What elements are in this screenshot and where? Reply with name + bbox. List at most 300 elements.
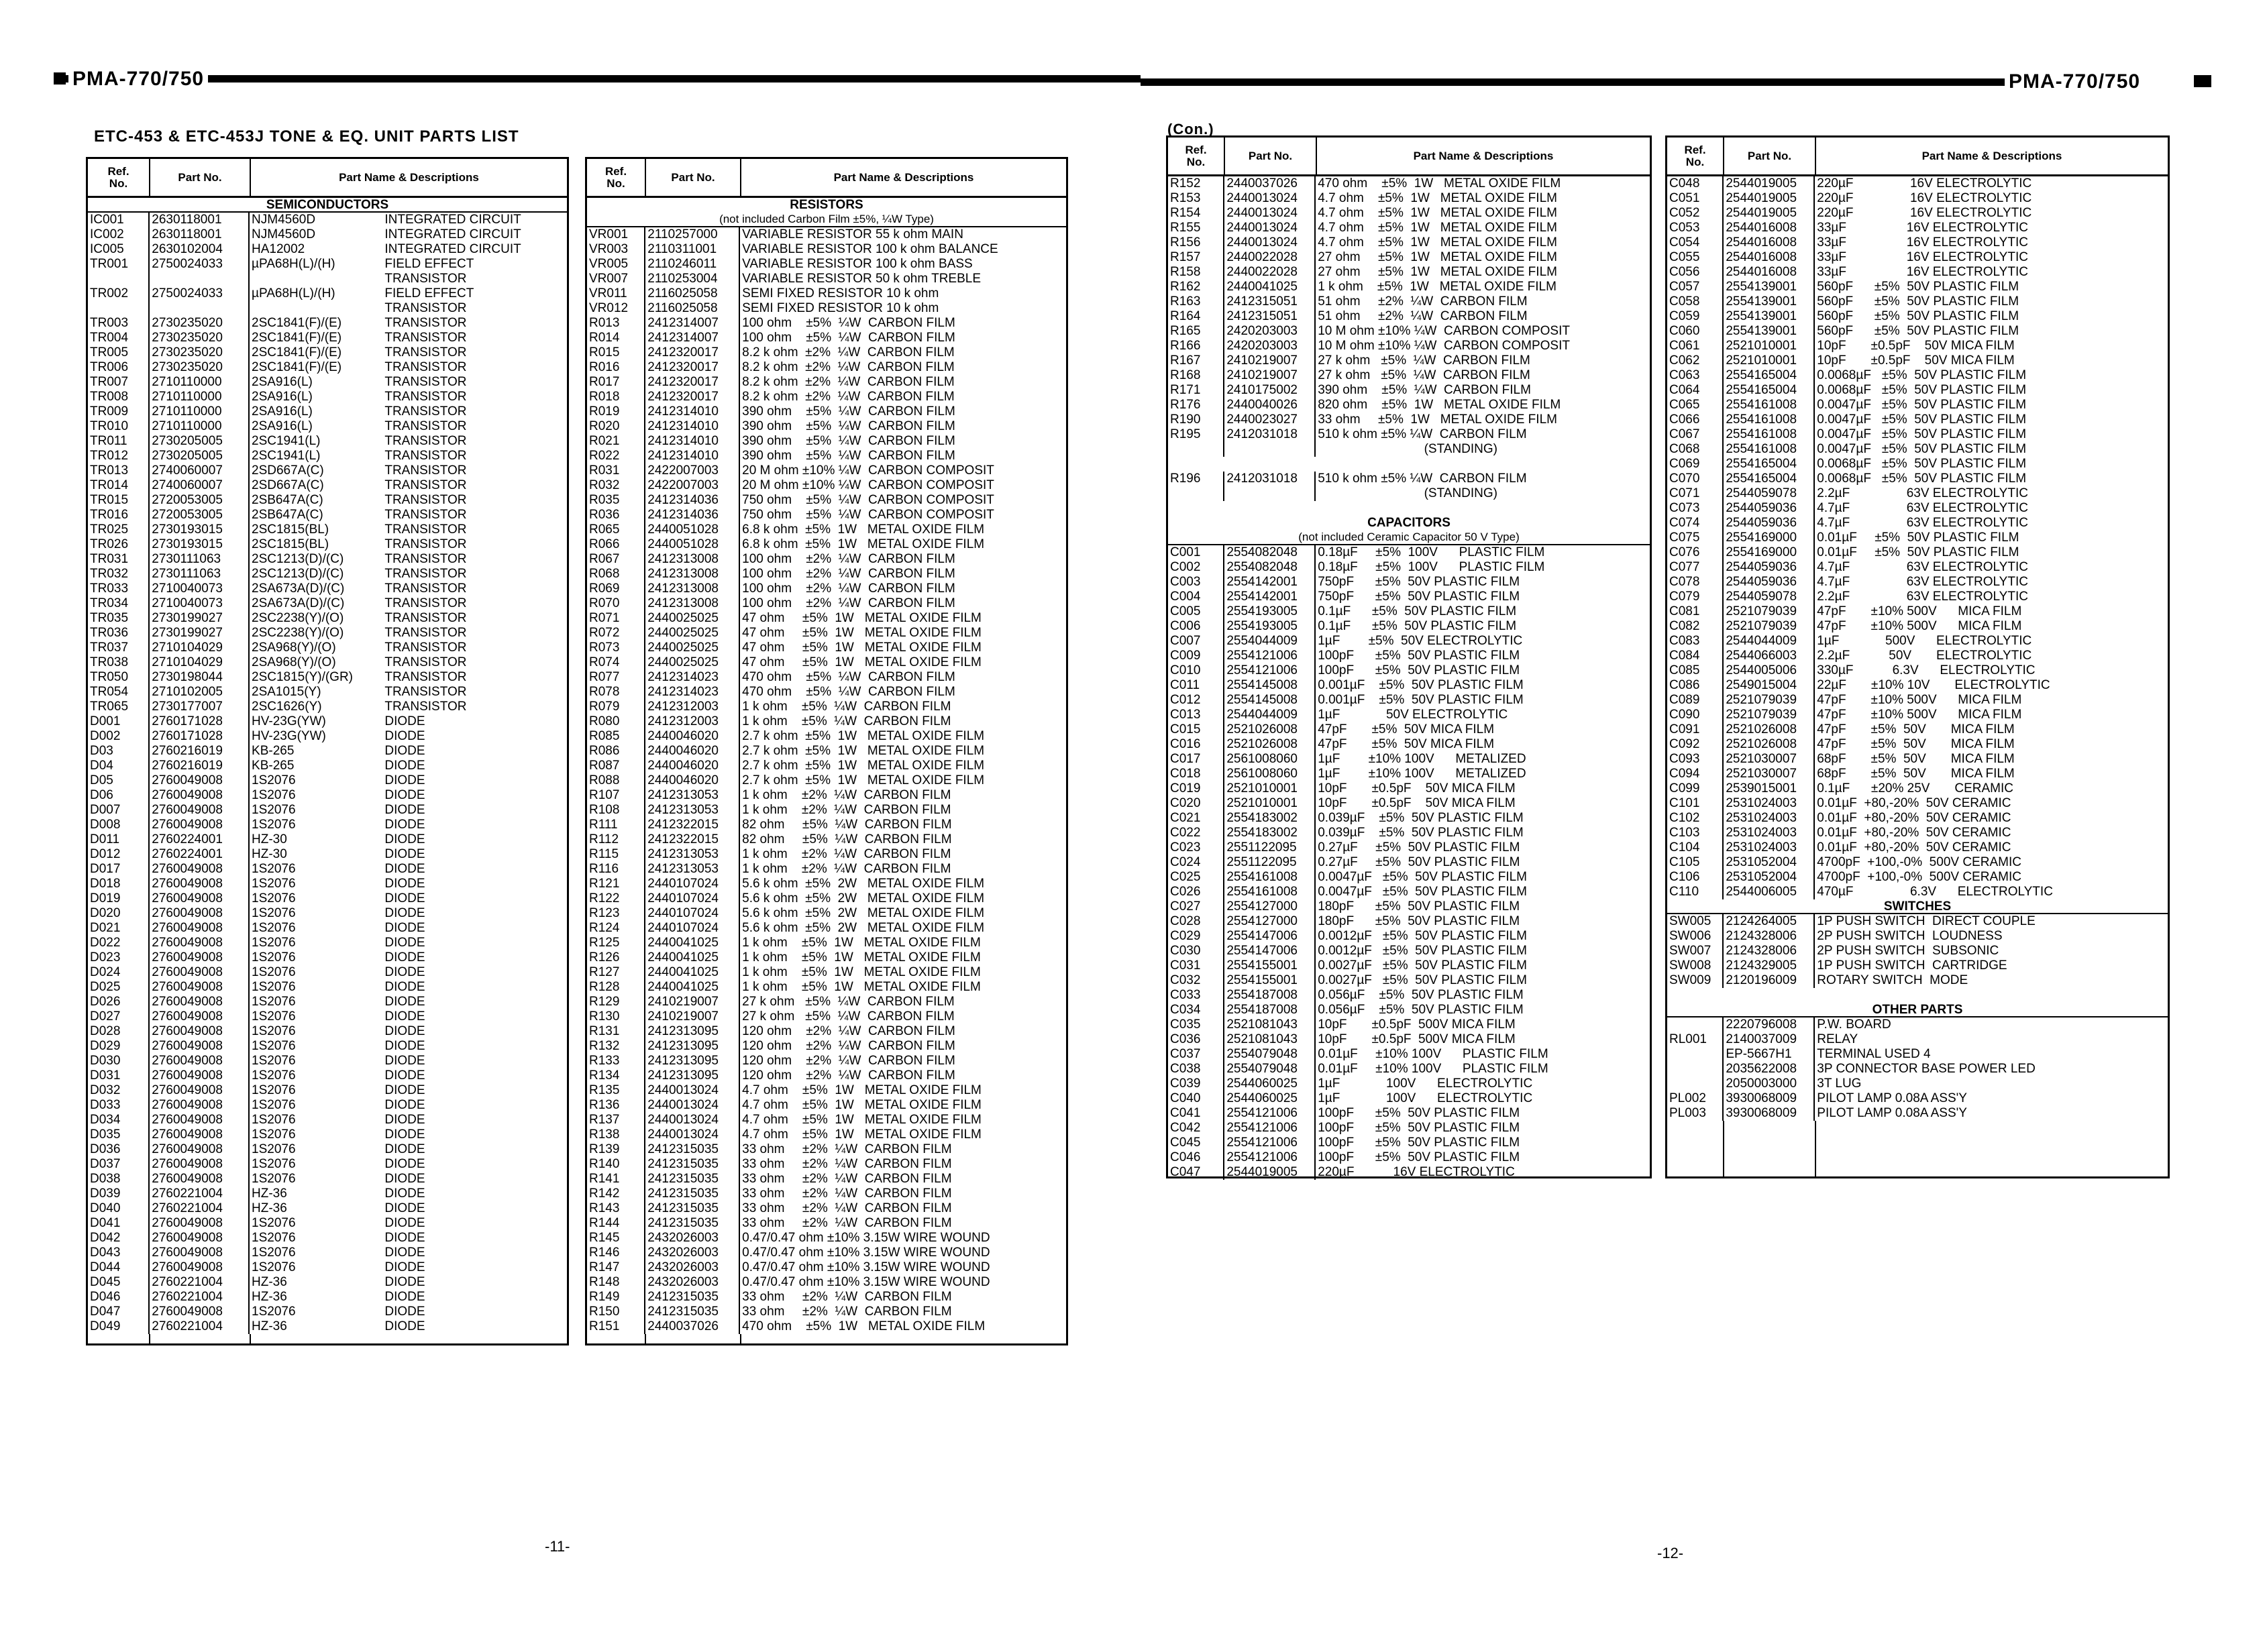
ref-cell: R133 [587, 1054, 645, 1068]
table-row [587, 1113, 1066, 1127]
table-row [1667, 619, 2168, 634]
table-row [1667, 265, 2168, 280]
table-row [587, 641, 1066, 655]
part-no-cell: 2521079039 [1724, 708, 1815, 722]
description-cell: 1µF 100V ELECTROLYTIC [1318, 1091, 1533, 1105]
description-cell: 0.1µF ±5% 50V PLASTIC FILM [1318, 619, 1517, 633]
description-cell: 0.01µF +80,-20% 50V CERAMIC [1817, 796, 2011, 810]
section-note: (not included Ceramic Capacitor 50 V Type) [1298, 531, 1520, 543]
table-row [88, 950, 567, 965]
part-no-cell: 2750024033 [150, 286, 250, 301]
ref-cell: TR006 [88, 360, 150, 375]
ref-cell: C103 [1667, 826, 1724, 840]
part-no-cell: 2730199027 [150, 626, 250, 641]
part-no-cell: 2760049008 [150, 950, 250, 965]
part-no-cell: 2412315035 [645, 1305, 740, 1319]
ref-cell: D032 [88, 1083, 150, 1098]
table-row [1667, 353, 2168, 368]
part-no-cell: 2554121006 [1224, 1121, 1316, 1136]
ref-cell: TR033 [88, 582, 150, 596]
description-cell: TRANSISTOR [384, 596, 467, 610]
part-no-cell: 2554127000 [1224, 914, 1316, 929]
part-no-cell: 2760049008 [150, 995, 250, 1009]
description-cell: 0.0047µF ±5% 50V PLASTIC FILM [1318, 870, 1528, 884]
table-row [587, 478, 1066, 493]
ref-cell: R190 [1168, 412, 1224, 427]
part-no-cell: 2544044009 [1224, 708, 1316, 722]
part-name-cell: 2SA968(Y)/(O) [252, 641, 336, 655]
part-no-cell: 2440046020 [645, 773, 740, 788]
description-cell: DIODE [384, 1290, 425, 1304]
ref-cell: R032 [587, 478, 645, 493]
ref-cell: D017 [88, 862, 150, 877]
description-cell: 20 M ohm ±10% ¼W CARBON COMPOSIT [742, 463, 994, 478]
table-row [1168, 265, 1650, 280]
ref-cell: C075 [1667, 531, 1724, 545]
part-no-cell: 2554121006 [1224, 649, 1316, 663]
description-cell: 750pF ±5% 50V PLASTIC FILM [1318, 590, 1520, 604]
col-header-description: Part Name & Descriptions [339, 170, 479, 184]
part-no-cell: 2554139001 [1724, 324, 1815, 339]
ref-cell: D05 [88, 773, 150, 788]
part-name-cell: 2SC1941(L) [252, 449, 321, 463]
part-no-cell: 2521081043 [1224, 1017, 1316, 1032]
table-row [88, 714, 567, 729]
table-row [88, 242, 567, 257]
part-no-cell: 2544066003 [1724, 649, 1815, 663]
table-row [587, 301, 1066, 316]
description-cell: DIODE [384, 877, 425, 891]
ref-cell: C091 [1667, 722, 1724, 737]
col-header-ref: Ref. No. [88, 159, 150, 196]
description-cell: DIODE [384, 714, 425, 728]
description-cell: DIODE [384, 1216, 425, 1230]
ref-cell: R129 [587, 995, 645, 1009]
part-no-cell: 2521010001 [1224, 781, 1316, 796]
part-no-cell: 2544016008 [1724, 250, 1815, 265]
header-model-right: PMA-770/750 [2005, 72, 2144, 92]
page-number-right: -12- [1657, 1545, 1684, 1561]
part-name-cell: 2SC1841(F)/(E) [252, 345, 342, 360]
part-name-cell: 2SC1815(BL) [252, 522, 329, 537]
description-cell: 0.001µF ±5% 50V PLASTIC FILM [1318, 678, 1524, 692]
table-row [88, 729, 567, 744]
ref-cell: R166 [1168, 339, 1224, 353]
ref-cell: C092 [1667, 737, 1724, 752]
part-no-cell: 2554121006 [1224, 663, 1316, 678]
table-row [587, 921, 1066, 936]
row-spacer [1168, 501, 1650, 516]
table-row [88, 744, 567, 759]
part-no-cell: 2554187008 [1224, 988, 1316, 1003]
ref-cell: C009 [1168, 649, 1224, 663]
ref-cell: C068 [1667, 442, 1724, 457]
description-cell: 33 ohm ±2% ¼W CARBON FILM [742, 1142, 952, 1156]
ref-cell: R127 [587, 965, 645, 980]
part-no-cell: 2521026008 [1224, 737, 1316, 752]
part-no-cell: 2412314010 [645, 434, 740, 449]
description-cell: 0.01µF ±5% 50V PLASTIC FILM [1817, 531, 2019, 545]
ref-cell: C005 [1168, 604, 1224, 619]
part-no-cell: 2412313095 [645, 1068, 740, 1083]
table-row [1667, 221, 2168, 235]
table-row [1168, 324, 1650, 339]
ref-cell: SW009 [1667, 973, 1724, 988]
table-row [587, 1127, 1066, 1142]
part-no-cell: 2412320017 [645, 375, 740, 390]
table-row [1168, 678, 1650, 693]
description-cell: DIODE [384, 965, 425, 979]
part-no-cell: 2440013024 [1224, 191, 1316, 206]
part-no-cell: 2760049008 [150, 1127, 250, 1142]
description-cell: TRANSISTOR [384, 626, 467, 640]
table-row [88, 478, 567, 493]
ref-cell: C079 [1667, 590, 1724, 604]
table-row [587, 1157, 1066, 1172]
description-cell: INTEGRATED CIRCUIT [384, 242, 521, 256]
part-no-cell: 2544059036 [1724, 516, 1815, 531]
part-name-cell: 2SC1626(Y) [252, 700, 322, 714]
ref-cell: C001 [1168, 545, 1224, 560]
ref-cell: C039 [1168, 1077, 1224, 1091]
part-no-cell: 2521010001 [1724, 339, 1815, 353]
part-name-cell: NJM4560D [252, 213, 316, 227]
ref-cell: C105 [1667, 855, 1724, 870]
description-cell: 100pF ±5% 50V PLASTIC FILM [1318, 1150, 1520, 1164]
description-cell: 27 ohm ±5% 1W METAL OXIDE FILM [1318, 250, 1557, 264]
part-no-cell: 2544006005 [1724, 885, 1815, 899]
table-row [587, 1083, 1066, 1098]
part-name-cell: HZ-36 [252, 1275, 287, 1289]
part-name-cell: 2SC1213(D)/(C) [252, 552, 344, 566]
description-cell: DIODE [384, 729, 425, 743]
description-cell: 750pF ±5% 50V PLASTIC FILM [1318, 575, 1520, 589]
table-body [1667, 176, 2168, 1121]
ref-cell: R139 [587, 1142, 645, 1157]
part-no-cell: 2730198044 [150, 670, 250, 685]
table-row [1168, 250, 1650, 265]
table-row [1667, 1047, 2168, 1062]
description-cell: 4700pF +100,-0% 500V CERAMIC [1817, 855, 2021, 869]
table-row [587, 906, 1066, 921]
part-no-cell: 2554147006 [1224, 944, 1316, 958]
description-cell: 390 ohm ±5% ¼W CARBON FILM [742, 404, 955, 419]
ref-cell: TR013 [88, 463, 150, 478]
description-cell: PILOT LAMP 0.08A ASS'Y [1817, 1091, 1967, 1105]
ref-cell: TR025 [88, 522, 150, 537]
ref-cell: C003 [1168, 575, 1224, 590]
ref-cell: C083 [1667, 634, 1724, 649]
description-cell: 4.7 ohm ±5% 1W METAL OXIDE FILM [742, 1113, 982, 1127]
ref-cell: TR050 [88, 670, 150, 685]
part-no-cell: 2554155001 [1224, 973, 1316, 988]
table-row [1667, 811, 2168, 826]
col-header-part-no: Part No. [646, 159, 741, 196]
description-cell: TRANSISTOR [384, 316, 467, 330]
table-row [1168, 1047, 1650, 1062]
description-cell: 4.7 ohm ±5% 1W METAL OXIDE FILM [742, 1127, 982, 1142]
description-cell: 0.47/0.47 ohm ±10% 3.15W WIRE WOUND [742, 1275, 990, 1289]
ref-cell: C052 [1667, 206, 1724, 221]
description-cell: INTEGRATED CIRCUIT [384, 213, 521, 227]
ref-cell: R126 [587, 950, 645, 965]
description-cell: 2.7 k ohm ±5% 1W METAL OXIDE FILM [742, 759, 985, 773]
part-name-cell: 1S2076 [252, 818, 296, 832]
ref-cell: TR001 [88, 257, 150, 272]
part-no-cell: 2710110000 [150, 419, 250, 434]
ref-cell: D06 [88, 788, 150, 803]
part-name-cell: 2SC2238(Y)/(O) [252, 626, 344, 640]
part-name-cell: 1S2076 [252, 995, 296, 1009]
table-row [88, 286, 567, 301]
table-row [587, 286, 1066, 301]
table-row [1667, 1017, 2168, 1032]
ref-cell: C051 [1667, 191, 1724, 206]
description-cell: 0.039µF ±5% 50V PLASTIC FILM [1318, 811, 1524, 825]
table-row [587, 847, 1066, 862]
description-cell: DIODE [384, 1172, 425, 1186]
part-no-cell: 2412315035 [645, 1157, 740, 1172]
part-name-cell: 2SC1841(F)/(E) [252, 360, 342, 374]
table-row [1168, 693, 1650, 708]
table-row [88, 891, 567, 906]
section-title: OTHER PARTS [1872, 1003, 1963, 1017]
table-row [1667, 575, 2168, 590]
description-cell: PILOT LAMP 0.08A ASS'Y [1817, 1106, 1967, 1120]
ref-cell: C036 [1168, 1032, 1224, 1047]
ref-cell: TR038 [88, 655, 150, 670]
description-cell: TRANSISTOR [384, 537, 467, 551]
table-row [587, 1305, 1066, 1319]
part-name-cell: 2SC1213(D)/(C) [252, 567, 344, 581]
part-no-cell: 2124264005 [1724, 914, 1815, 929]
table-row [1168, 339, 1650, 353]
table-row [1168, 958, 1650, 973]
part-no-cell: 2110257000 [645, 227, 740, 242]
part-no-cell: 2440023027 [1224, 412, 1316, 427]
part-no-cell: 2544060025 [1224, 1091, 1316, 1106]
ref-cell: TR034 [88, 596, 150, 611]
table-row [587, 552, 1066, 567]
description-cell: 47pF ±10% 500V MICA FILM [1817, 619, 2022, 633]
description-cell: DIODE [384, 1068, 425, 1083]
table-row [1667, 250, 2168, 265]
part-no-cell: 2412315051 [1224, 294, 1316, 309]
part-name-cell: 1S2076 [252, 877, 296, 891]
description-cell: 0.01µF +80,-20% 50V CERAMIC [1817, 840, 2011, 855]
description-cell: DIODE [384, 1083, 425, 1097]
part-name-cell: 2SA673A(D)/(C) [252, 582, 345, 596]
ref-cell: C070 [1667, 472, 1724, 486]
ref-cell: TR015 [88, 493, 150, 508]
description-cell: 5.6 k ohm ±5% 2W METAL OXIDE FILM [742, 877, 985, 891]
table-row [88, 670, 567, 685]
ref-cell: R087 [587, 759, 645, 773]
table-row [587, 508, 1066, 522]
part-no-cell: 2432026003 [645, 1246, 740, 1260]
description-cell: 4.7 ohm ±5% 1W METAL OXIDE FILM [742, 1098, 982, 1112]
semiconductors-table [86, 157, 569, 1345]
table-row [1667, 929, 2168, 944]
part-name-cell: 1S2076 [252, 965, 296, 979]
table-row [1667, 457, 2168, 472]
header-rule-right [1141, 78, 2006, 86]
table-row [587, 1231, 1066, 1246]
table-row [587, 950, 1066, 965]
table-row [587, 729, 1066, 744]
description-cell: SEMI FIXED RESISTOR 10 k ohm [742, 286, 939, 300]
ref-cell: R149 [587, 1290, 645, 1305]
table-filler [1667, 1121, 2168, 1176]
description-cell: 470µF 6.3V ELECTROLYTIC [1817, 885, 2053, 899]
table-row [587, 655, 1066, 670]
part-no-cell: 2412315035 [645, 1187, 740, 1201]
part-no-cell: 2710110000 [150, 404, 250, 419]
part-name-cell: 1S2076 [252, 1083, 296, 1097]
table-row [88, 1172, 567, 1187]
part-no-cell: 2760049008 [150, 1216, 250, 1231]
table-body [587, 198, 1066, 1334]
part-no-cell: 2544016008 [1724, 265, 1815, 280]
ref-cell: R142 [587, 1187, 645, 1201]
description-cell: 4.7 ohm ±5% 1W METAL OXIDE FILM [1318, 221, 1557, 235]
part-no-cell: 2412313053 [645, 847, 740, 862]
description-cell: FIELD EFFECT [384, 257, 474, 271]
description-cell: 1µF ±5% 50V ELECTROLYTIC [1318, 634, 1523, 648]
part-name-cell: KB-265 [252, 759, 295, 773]
table-row [1667, 767, 2168, 781]
table-row [1168, 796, 1650, 811]
table-row [1168, 899, 1650, 914]
description-cell: 0.0047µF ±5% 50V PLASTIC FILM [1817, 398, 2027, 412]
part-no-cell: 2554169000 [1724, 545, 1815, 560]
ref-cell: R171 [1168, 383, 1224, 398]
table-row [587, 759, 1066, 773]
part-no-cell: 2760049008 [150, 862, 250, 877]
table-row [1667, 649, 2168, 663]
part-no-cell: 2410219007 [645, 995, 740, 1009]
table-row [1667, 206, 2168, 221]
table-row [1667, 722, 2168, 737]
ref-cell: R150 [587, 1305, 645, 1319]
description-cell: 0.47/0.47 ohm ±10% 3.15W WIRE WOUND [742, 1260, 990, 1274]
table-row [587, 463, 1066, 478]
ref-cell: C020 [1168, 796, 1224, 811]
description-cell: 47 ohm ±5% 1W METAL OXIDE FILM [742, 641, 982, 655]
part-no-cell: 2410219007 [1224, 368, 1316, 383]
part-no-cell [150, 301, 250, 316]
part-no-cell: 2544059036 [1724, 560, 1815, 575]
table-row [1168, 826, 1650, 840]
ref-cell: D037 [88, 1157, 150, 1172]
part-name-cell: 1S2076 [252, 950, 296, 965]
part-no-cell: 2760224001 [150, 847, 250, 862]
section-heading [1667, 899, 2168, 914]
description-cell: TRANSISTOR [384, 508, 467, 522]
ref-cell [1168, 486, 1224, 501]
table-row [1667, 958, 2168, 973]
table-row [88, 552, 567, 567]
description-cell: 20 M ohm ±10% ¼W CARBON COMPOSIT [742, 478, 994, 492]
part-no-cell: 2440013024 [645, 1083, 740, 1098]
part-no-cell: 2412313053 [645, 862, 740, 877]
ref-cell: R163 [1168, 294, 1224, 309]
table-row [1168, 708, 1650, 722]
resistors-table [585, 157, 1068, 1345]
description-cell: TRANSISTOR [384, 419, 467, 433]
part-name-cell: 1S2076 [252, 803, 296, 817]
description-cell: 0.0047µF ±5% 50V PLASTIC FILM [1817, 412, 2027, 427]
ref-cell: C086 [1667, 678, 1724, 693]
part-name-cell: 1S2076 [252, 1054, 296, 1068]
ref-cell: C004 [1168, 590, 1224, 604]
part-name-cell: 2SC1841(F)/(E) [252, 316, 342, 330]
ref-cell: D002 [88, 729, 150, 744]
part-no-cell: 2531024003 [1724, 840, 1815, 855]
part-no-cell: 2432026003 [645, 1231, 740, 1246]
table-row [1168, 840, 1650, 855]
part-no-cell: 2410219007 [645, 1009, 740, 1024]
ref-cell: TR031 [88, 552, 150, 567]
part-no-cell: 2544019005 [1724, 176, 1815, 191]
ref-cell [88, 272, 150, 286]
ref-cell: R080 [587, 714, 645, 729]
ref-cell: D018 [88, 877, 150, 891]
part-no-cell: 2554155001 [1224, 958, 1316, 973]
description-cell: DIODE [384, 1157, 425, 1171]
table-row [587, 670, 1066, 685]
table-row [1667, 737, 2168, 752]
part-name-cell: HZ-36 [252, 1290, 287, 1304]
ref-cell: R036 [587, 508, 645, 522]
table-row [88, 493, 567, 508]
part-no-cell: 2440013024 [645, 1113, 740, 1127]
table-row [1667, 324, 2168, 339]
ref-cell: C065 [1667, 398, 1724, 412]
table-row [587, 419, 1066, 434]
part-no-cell: 2561008060 [1224, 767, 1316, 781]
table-row [1168, 1121, 1650, 1136]
ref-cell: C034 [1168, 1003, 1224, 1017]
part-no-cell: 2440051028 [645, 537, 740, 552]
part-no-cell: 2730177007 [150, 700, 250, 714]
description-cell: 470 ohm ±5% ¼W CARBON FILM [742, 685, 955, 699]
part-no-cell: 2760171028 [150, 714, 250, 729]
description-cell: DIODE [384, 921, 425, 935]
table-row [1168, 752, 1650, 767]
table-row [88, 1260, 567, 1275]
description-cell: 180pF ±5% 50V PLASTIC FILM [1318, 914, 1520, 928]
part-no-cell: 2110253004 [645, 272, 740, 286]
table-row [88, 596, 567, 611]
description-cell: 0.0047µF ±5% 50V PLASTIC FILM [1318, 885, 1528, 899]
description-cell: 4700pF +100,-0% 500V CERAMIC [1817, 870, 2021, 884]
ref-cell: C021 [1168, 811, 1224, 826]
table-row [587, 1319, 1066, 1334]
table-row [88, 1009, 567, 1024]
ref-cell: C042 [1168, 1121, 1224, 1136]
ref-cell: C007 [1168, 634, 1224, 649]
part-no-cell: 2551122095 [1224, 840, 1316, 855]
ref-cell: C017 [1168, 752, 1224, 767]
table-row [88, 1024, 567, 1039]
table-row [587, 404, 1066, 419]
table-row [88, 301, 567, 316]
ref-cell: TR003 [88, 316, 150, 331]
table-row [88, 316, 567, 331]
description-cell: 0.27µF ±5% 50V PLASTIC FILM [1318, 840, 1520, 855]
ref-cell: R167 [1168, 353, 1224, 368]
